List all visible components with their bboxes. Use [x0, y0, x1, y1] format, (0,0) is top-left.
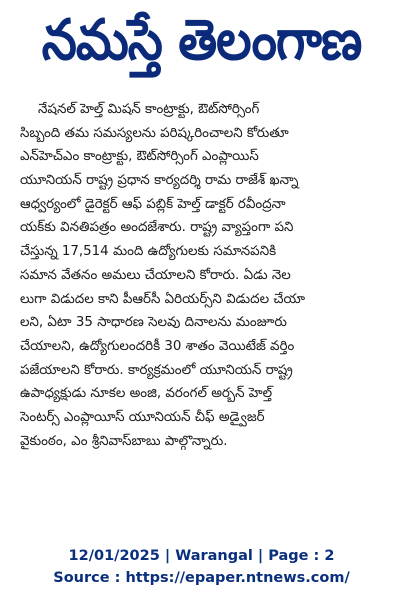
clip-footer: [0, 545, 403, 589]
article-line: చేయాలని, ఉద్యోగులందరికీ 30 శాతం వెయిటేజ్ వర్తిం: [20, 338, 295, 354]
article-line: వైకుంఠం, ఎం శ్రీనివాస్‌బాబు పాల్గొన్నారు.: [20, 433, 228, 449]
article-line: పజేయాలని కోరారు. కార్యక్రమంలో యూనియన్ రాష్ట్ర: [20, 362, 293, 378]
article-line: చేస్తున్న 17,514 మంది ఉద్యోగులకు సమానపనికి: [20, 244, 277, 260]
article-body: [20, 98, 392, 453]
article-line: సెంటర్స్ ఎంప్లాయీస్ యూనియన్ చీఫ్ అడ్వైజర్: [20, 409, 265, 425]
article-line: ఉపాధ్యక్షుడు నూకల అంజి, వరంగల్ అర్బన్ హెల్త్: [20, 386, 273, 402]
article-line: యక్‌కు వినతిపత్రం అందజేశారు. రాష్ట్ర వ్యాప్తంగా పని: [20, 220, 294, 236]
article-line: సిబ్బంది తమ సమస్యలను పరిష్కరించాలని కోరుతూ: [20, 125, 289, 141]
edition-info: 12/01/2025 | Warangal | Page : 2: [68, 548, 335, 564]
article-line: లని, ఏటా 35 సాధారణ సెలవు దినాలను మంజూరు: [20, 315, 287, 331]
newspaper-masthead: [6, 8, 397, 72]
article-line: ఎన్‌హెచ్‌ఎం కాంట్రాక్టు, ఔట్‌సోర్సింగ్ ఎంప్లాయిస్: [20, 149, 259, 165]
article-line: యూనియన్ రాష్ట్ర ప్రధాన కార్యదర్శి రామ రాజేశ్ ఖన్నా: [20, 173, 299, 189]
article-line: లుగా విడుదల కాని పీఆర్‌సీ ఏరియర్స్‌ని విడుదల చేయా: [20, 291, 306, 307]
article-line: ఆధ్వర్యంలో డైరెక్టర్ ఆఫ్ పబ్లిక్ హెల్త్ డాక్టర్ రవీంద్రనా: [20, 196, 286, 212]
article-line: సమాన వేతనం అమలు చేయాలని కోరారు. ఏడు నెల: [20, 267, 291, 283]
source-link[interactable]: Source : https://epaper.ntnews.com/: [53, 570, 350, 586]
article-line: నేషనల్ హెల్త్ మిషన్ కాంట్రాక్టు, ఔట్‌సోర్సింగ్: [38, 102, 260, 117]
masthead-title: నమస్తే తెలంగాణ: [41, 7, 362, 73]
